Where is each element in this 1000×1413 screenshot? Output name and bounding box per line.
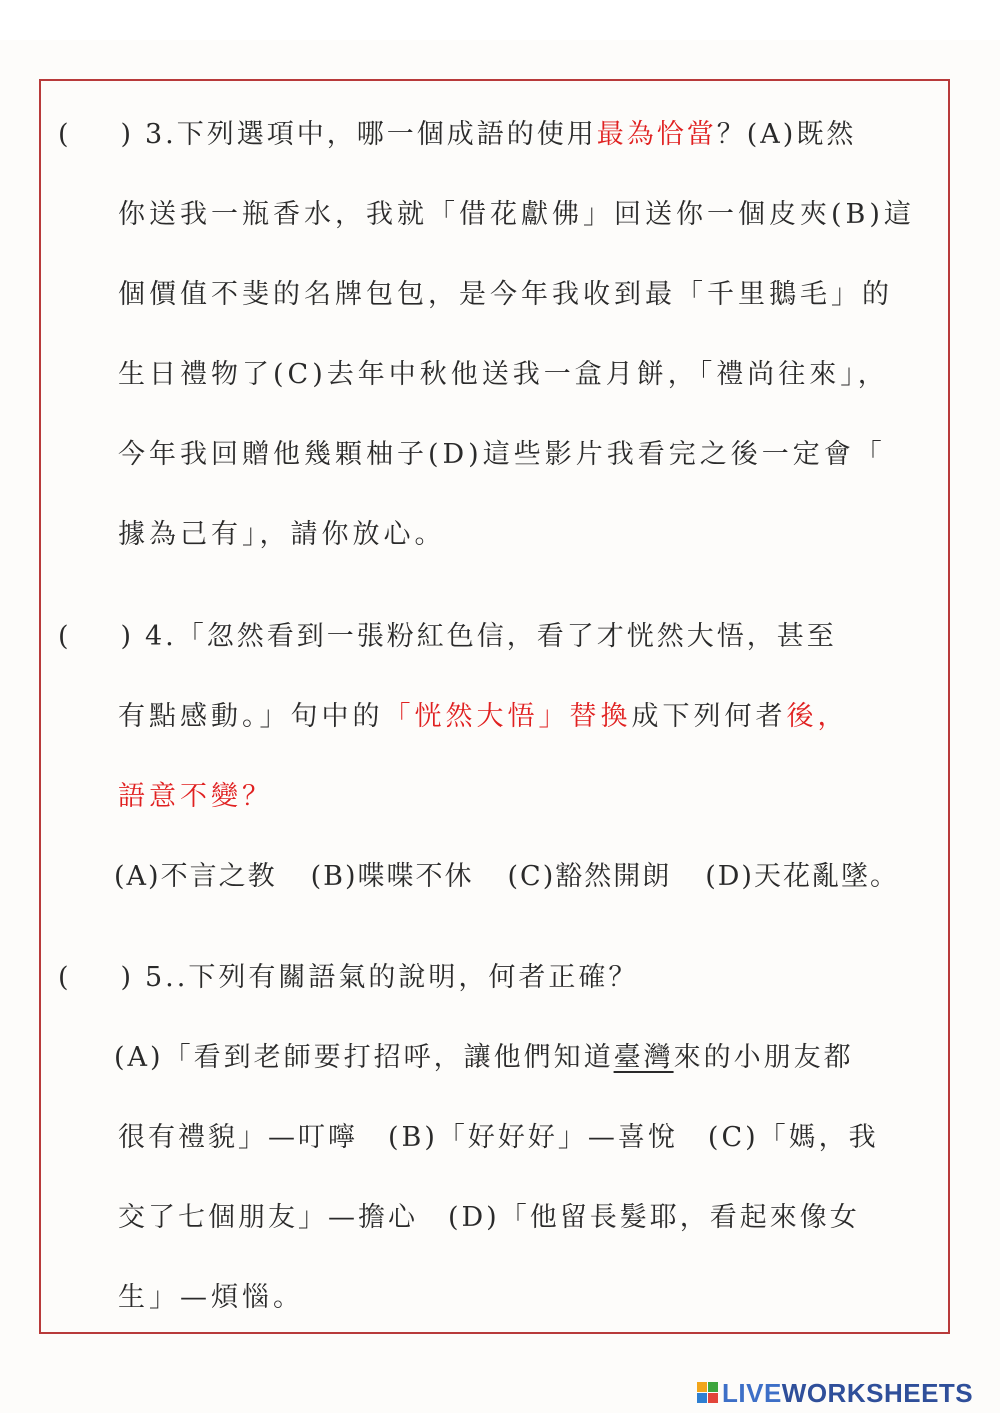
q4-option-d: (D)天花亂墜。 [705, 861, 899, 892]
q3-line-2: 你送我一瓶香水，我就「借花獻佛」回送你一個皮夾(B)這 [118, 199, 915, 230]
liveworksheets-logo-icon [697, 1382, 719, 1404]
q3-line-6: 據為己有」，請你放心。 [118, 519, 446, 550]
q3-line-3: 個價值不斐的名牌包包，是今年我收到最「千里鵝毛」的 [118, 279, 893, 310]
q3-answer-blank[interactable]: ( ) [58, 119, 132, 150]
q3-line-4: 生日禮物了(C)去年中秋他送我一盒月餅，「禮尚往來」， [118, 359, 889, 390]
q5-line-2: (A)「看到老師要打招呼，讓他們知道臺灣來的小朋友都 [114, 1042, 854, 1073]
q5-line-4: 交了七個朋友」—擔心 (D)「他留長髮耶，看起來像女 [118, 1202, 860, 1233]
q4-emphasis-1: 「恍然大悟」替換 [383, 701, 632, 732]
top-strip [0, 0, 1000, 40]
q4-answer-blank[interactable]: ( ) [58, 621, 132, 652]
q4-option-c: (C)豁然開朗 [507, 861, 672, 892]
liveworksheets-logo[interactable] [697, 1378, 973, 1408]
q5-answer-blank[interactable]: ( ) [58, 962, 132, 993]
q4-option-a: (A)不言之教 [114, 861, 277, 892]
q3-line-5: 今年我回贈他幾顆柚子(D)這些影片我看完之後一定會「 [118, 439, 886, 470]
q4-emphasis-2: 後， [786, 701, 849, 732]
logo-text-worksheets: WORKSHEETS [781, 1377, 974, 1408]
q4-option-b: (B)喋喋不休 [310, 861, 474, 892]
q4-line-2: 有點感動。」句中的「恍然大悟」替換成下列何者後， [118, 701, 849, 732]
q5-line-1: 5..下列有關語氣的說明，何者正確？ [145, 962, 639, 993]
q3-line-1: 3.下列選項中，哪一個成語的使用最為恰當？(A)既然 [145, 119, 857, 150]
q5-line-5: 生」—煩惱。 [118, 1282, 304, 1313]
q4-line-1: 4.「忽然看到一張粉紅色信，看了才恍然大悟，甚至 [145, 621, 837, 652]
q4-options [114, 860, 899, 894]
logo-text-live: LIVE [722, 1377, 782, 1408]
q4-line-3: 語意不變？ [118, 781, 273, 812]
q3-emphasis: 最為恰當 [596, 119, 717, 150]
q5-underlined-place: 臺灣 [613, 1042, 674, 1073]
q5-line-3: 很有禮貌」—叮嚀 (B)「好好好」—喜悅 (C)「媽，我 [118, 1122, 879, 1153]
